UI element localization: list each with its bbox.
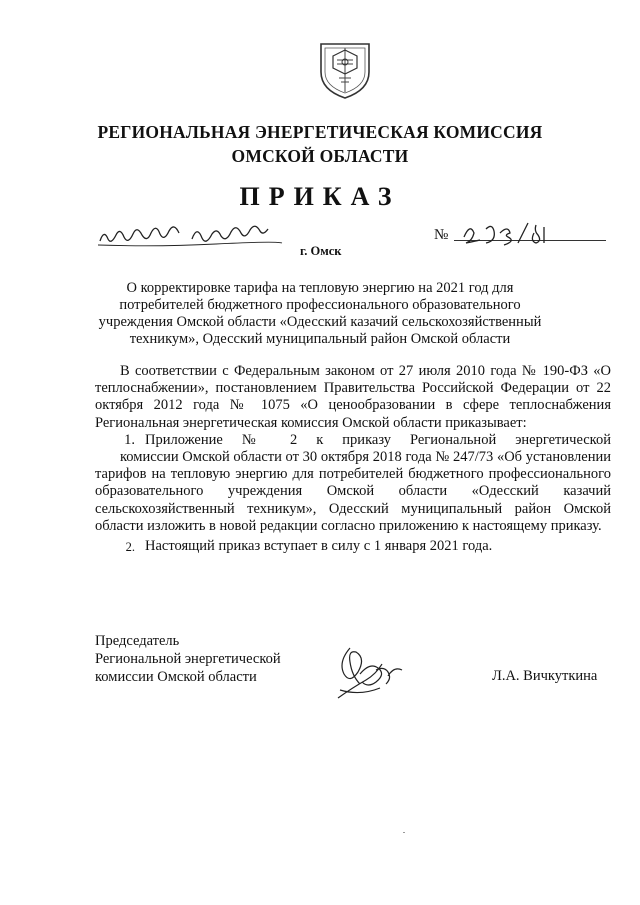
handwritten-order-number xyxy=(458,219,558,247)
organization-name-line1: РЕГИОНАЛЬНАЯ ЭНЕРГЕТИЧЕСКАЯ КОМИССИЯ xyxy=(97,122,543,142)
position-line: Региональной энергетической xyxy=(95,651,281,667)
order-item-1 xyxy=(95,432,611,449)
organization-name-line2: ОМСКОЙ ОБЛАСТИ xyxy=(231,146,409,166)
subject-line: учреждения Омской области «Одесский казачий сельскохозяйственный xyxy=(98,314,542,330)
item-number: 2. xyxy=(125,540,135,555)
preamble-paragraph: В соответствии с Федеральным законом от 27 июля 2010 года № 190-ФЗ «О теплоснабжении», постановлением Правительства Российской Федерации от 22 октября 2012 года № 1075 «О ценообразовании в сфере теплоснабжения Региональная энергетическая комиссия Омской области приказывает: xyxy=(95,363,611,431)
subject-line: О корректировке тарифа на тепловую энергию на 2021 год для xyxy=(126,280,514,296)
order-item-2 xyxy=(95,538,611,556)
number-label: № xyxy=(434,227,449,243)
city: г. Омск xyxy=(300,244,342,258)
item-text-first-line: Приложение № 2 к приказу Региональной энергетической xyxy=(145,431,611,448)
subject-line: потребителей бюджетного профессионального образовательного xyxy=(119,297,521,313)
position-line: Председатель xyxy=(95,633,180,649)
item-text-continuation: комиссии Омской области от 30 октября 2018 года № 247/73 «Об установлении тарифов на тепловую энергию для потребителей бюджетного профессионального образовательного учреждения Омской области «Одесский казачий сельскохозяйственный техникум», Одесский муниципальный район Омской области изложить в новой редакции согласно приложению к настоящему приказу. xyxy=(95,449,611,534)
item-text: Настоящий приказ вступает в силу с 1 января 2021 года. xyxy=(145,538,493,555)
order-body xyxy=(95,363,611,556)
subject-line: техникум», Одесский муниципальный район Омской области xyxy=(129,331,511,347)
signatory-name: Л.А. Вичкуткина xyxy=(492,668,598,684)
item-number: 1. xyxy=(124,431,135,448)
handwritten-signature xyxy=(330,640,410,702)
signatory-position xyxy=(95,632,281,686)
handwritten-date xyxy=(96,219,286,249)
scan-mark xyxy=(403,832,405,833)
position-line: комиссии Омской области xyxy=(95,669,257,685)
document-title: ПРИКАЗ xyxy=(239,182,401,211)
omsk-coat-of-arms-icon xyxy=(317,38,373,100)
order-subject xyxy=(90,280,550,348)
